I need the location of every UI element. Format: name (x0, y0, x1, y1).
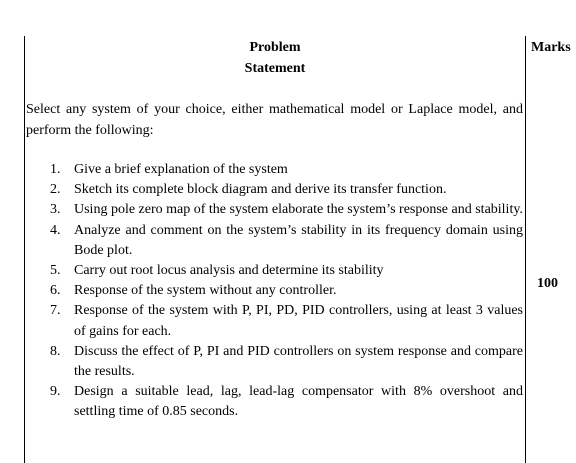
list-item-text: Sketch its complete block diagram and derive its transfer function. (74, 182, 447, 198)
task-list (26, 160, 523, 423)
list-item-number: 3. (50, 202, 61, 218)
intro-paragraph: Select any system of your choice, either mathematical model or Laplace model, and perform the following: (26, 102, 523, 138)
list-item-number: 7. (50, 303, 61, 319)
list-item-text: Discuss the effect of P, PI and PID controllers on system response and compare the results. (74, 343, 523, 380)
list-item-number: 1. (50, 162, 61, 177)
header-problem-line1: Problem (249, 40, 301, 55)
list-item-number: 2. (50, 182, 61, 198)
header-problem-line2: Statement (244, 61, 306, 76)
list-item (26, 261, 523, 281)
list-item (26, 382, 523, 422)
list-item (26, 180, 523, 200)
list-item (26, 160, 523, 180)
list-item-text: Design a suitable lead, lag, lead-lag compensator with 8% overshoot and settling time of 0.85 seconds. (74, 384, 523, 420)
problem-statement-header (25, 37, 525, 79)
list-item (26, 200, 523, 220)
table-border-left (24, 36, 25, 463)
list-item-number: 4. (50, 222, 61, 238)
list-item (26, 301, 523, 341)
list-item (26, 281, 523, 301)
list-item-text: Give a brief explanation of the system (74, 162, 288, 177)
list-item-number: 5. (50, 263, 61, 279)
list-item-text: Using pole zero map of the system elaborate the system’s response and stability. (74, 202, 523, 218)
table-border-right (525, 36, 526, 463)
marks-header: Marks (531, 40, 571, 55)
list-item-text: Response of the system without any controller. (74, 283, 337, 299)
list-item-text: Analyze and comment on the system’s stability in its frequency domain using Bode plot. (74, 222, 523, 258)
list-item-number: 8. (50, 343, 61, 359)
marks-value: 100 (537, 276, 558, 291)
list-item-number: 6. (50, 283, 61, 299)
list-item (26, 342, 523, 382)
list-item-number: 9. (50, 384, 61, 400)
list-item (26, 221, 523, 261)
list-item-text: Carry out root locus analysis and determine its stability (74, 263, 384, 279)
list-item-text: Response of the system with P, PI, PD, PID controllers, using at least 3 values of gains for each. (74, 303, 523, 339)
